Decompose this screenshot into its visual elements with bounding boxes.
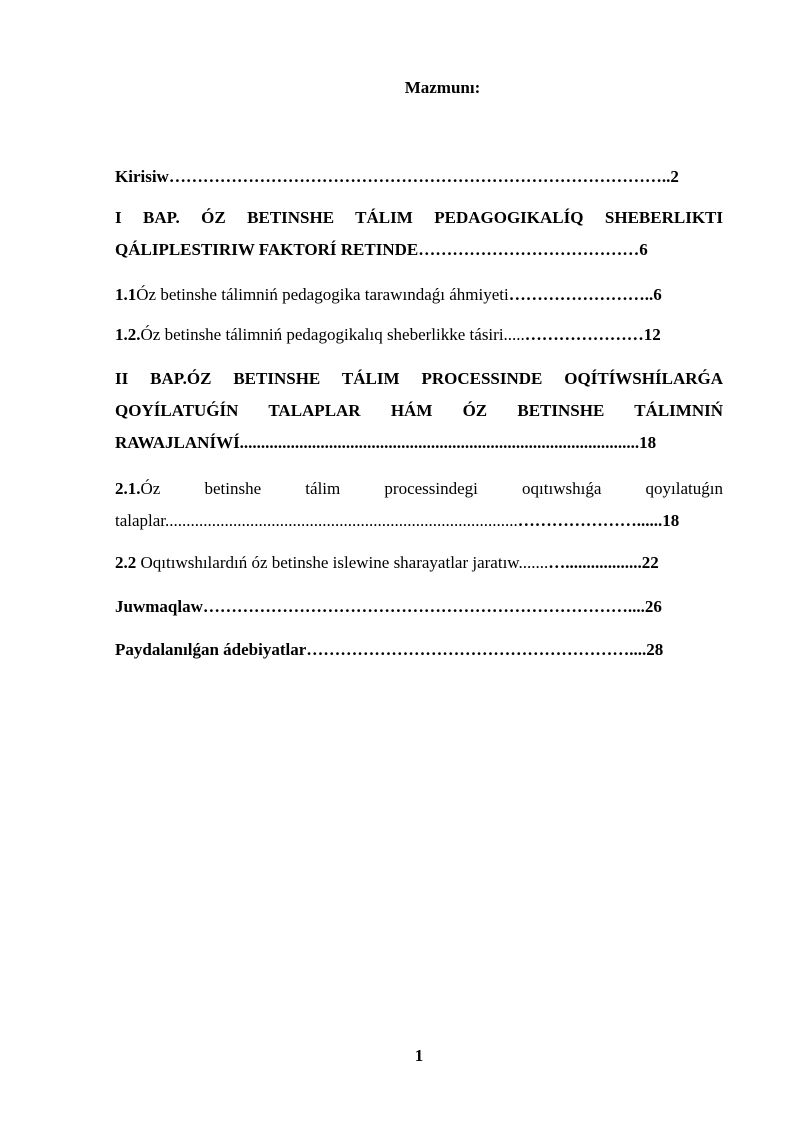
toc-item-chapter-1 xyxy=(115,203,723,264)
section-title: Oqıtıwshılardıń óz betinshe islewine sharayatlar jaratıw....... xyxy=(136,553,549,572)
toc-chapter-1-line-2: QÁLIPLESTIRIW FAKTORÍ RETINDE…………………………………6 xyxy=(115,240,648,259)
toc-item-chapter-2 xyxy=(115,364,723,457)
page-number: 1 xyxy=(414,1046,424,1065)
toc-chapter-2-line-2: QOYÍLATUǴÍN TALAPLAR HÁM ÓZ BETINSHE TÁLIMNIŃ xyxy=(115,401,723,420)
section-number: 2.2 xyxy=(115,553,137,572)
page-title: Mazmunı: xyxy=(404,78,481,97)
section-title: Óz betinshe tálimniń pedagogikalıq sheberlikke tásiri..... xyxy=(140,325,525,344)
section-leader: …..................22 xyxy=(548,553,659,572)
section-number: 2.1. xyxy=(115,479,141,498)
toc-item-paydalanilgan: Paydalanılǵan ádebiyatlar…………………………………………………....28 xyxy=(115,640,664,659)
section-leader: …………………......18 xyxy=(517,511,680,530)
section-number: 1.2. xyxy=(115,325,141,344)
section-leader: ……………………..6 xyxy=(508,285,662,304)
section-leader: …………………12 xyxy=(524,325,661,344)
toc-item-kirisiw: Kirisiw……………………………………………………………………………..2 xyxy=(115,167,679,186)
toc-item-section-1-2 xyxy=(115,320,723,349)
section-title: Óz betinshe tálimniń pedagogika tarawındaǵı áhmiyeti xyxy=(136,285,509,304)
toc-item-section-2-2 xyxy=(115,548,723,577)
toc-chapter-1-line-1: I BAP. ÓZ BETINSHE TÁLIM PEDAGOGIKALÍQ SHEBERLIKTI xyxy=(115,208,723,227)
toc-chapter-2-line-1: II BAP.ÓZ BETINSHE TÁLIM PROCESSINDE OQÍTÍWSHÍLARǴA xyxy=(115,369,723,388)
section-title-line-2: talaplar................................................................................... xyxy=(115,511,518,530)
toc-chapter-2-line-3: RAWAJLANÍWÍ..............................................................................................18 xyxy=(115,433,657,452)
section-number: 1.1 xyxy=(115,285,137,304)
toc-item-section-2-1 xyxy=(115,474,723,535)
section-title-line-1: Óz betinshe tálim processindegi oqıtıwshıǵa qoyılatuǵın xyxy=(140,479,723,498)
toc-item-juwmaqlaw: Juwmaqlaw…………………………………………………………………....26 xyxy=(115,597,662,616)
toc-item-section-1-1 xyxy=(115,280,723,309)
